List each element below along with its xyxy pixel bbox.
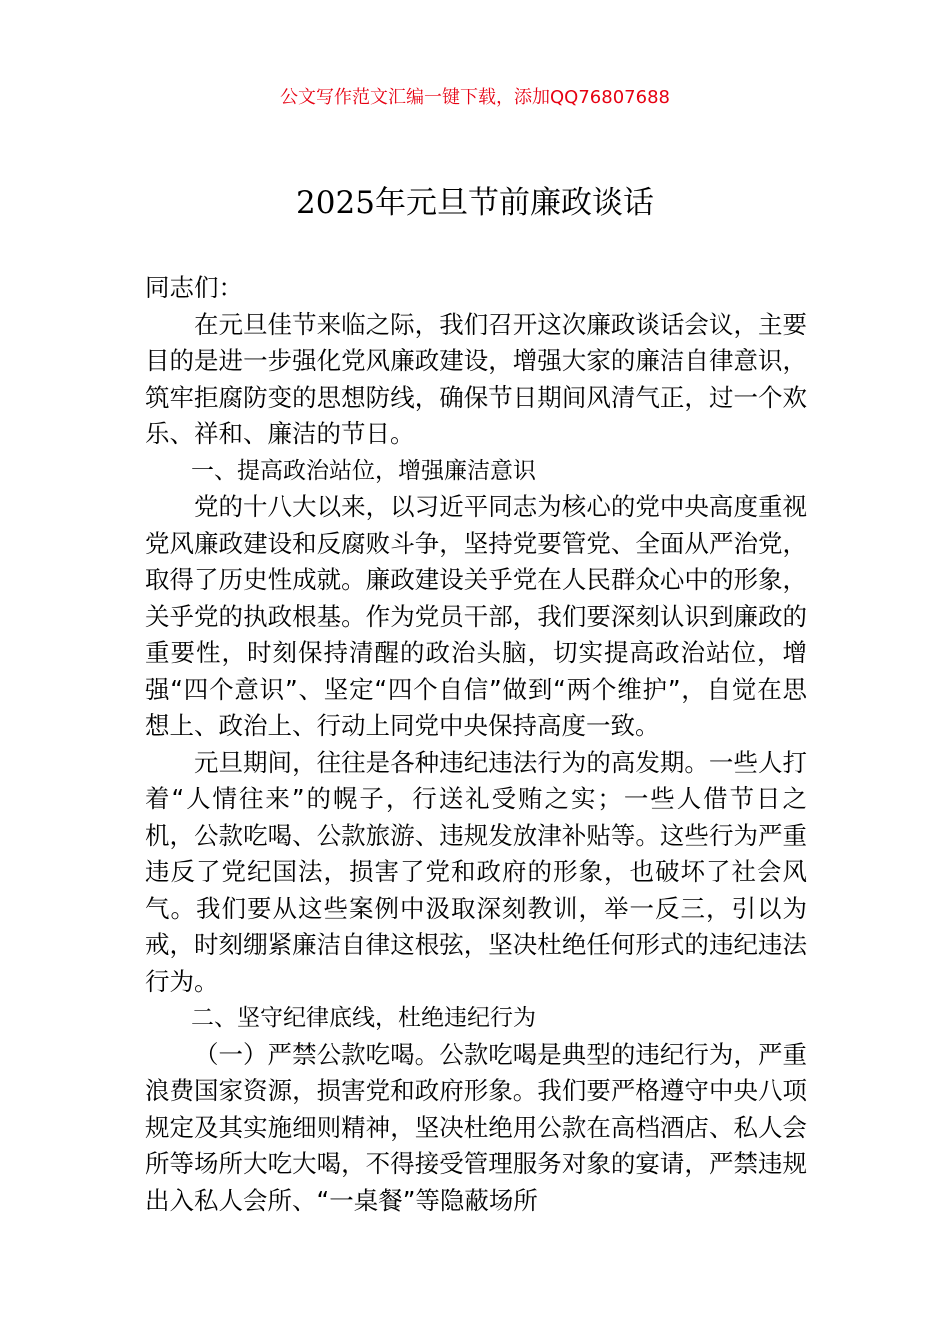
body-paragraph: 党的十八大以来，以习近平同志为核心的党中央高度重视党风廉政建设和反腐败斗争，坚持党要管党、全面从严治党，取得了历史性成就。廉政建设关乎党在人民群众心中的形象，关乎党的执政根基。作为党员干部，我们要深刻认识到廉政的重要性，时刻保持清醒的政治头脑，切实提高政治站位，增强“四个意识”、坚定“四个自信”做到“两个维护”，自觉在思想上、政治上、行动上同党中央保持高度一致。 [145, 492, 807, 740]
body-paragraph: （一）严禁公款吃喝。公款吃喝是典型的违纪行为，严重浪费国家资源，损害党和政府形象。我们要严格遵守中央八项规定及其实施细则精神，坚决杜绝用公款在高档酒店、私人会所等场所大吃大喝，不得接受管理服务对象的宴请，严禁违规出入私人会所、“一桌餐”等隐蔽场所 [145, 1039, 807, 1215]
document-body [145, 270, 807, 1219]
section-heading-1: 一、提高政治站位，增强廉洁意识 [191, 457, 536, 484]
body-paragraph: 元旦期间，往往是各种违纪违法行为的高发期。一些人打着“人情往来”的幌子，行送礼受贿之实；一些人借节日之机，公款吃喝、公款旅游、违规发放津补贴等。这些行为严重违反了党纪国法，损害了党和政府的形象，也破坏了社会风气。我们要从这些案例中汲取深刻教训，举一反三，引以为戒，时刻绷紧廉洁自律这根弦，坚决杜绝任何形式的违纪违法行为。 [145, 747, 807, 996]
salutation: 同志们： [145, 273, 243, 302]
intro-paragraph: 在元旦佳节来临之际，我们召开这次廉政谈话会议，主要目的是进一步强化党风廉政建设，增强大家的廉洁自律意识，筑牢拒腐防变的思想防线，确保节日期间风清气正，过一个欢乐、祥和、廉洁的节日。 [145, 309, 807, 448]
document-title: 2025年元旦节前廉政谈话 [296, 185, 654, 221]
section-heading-2: 二、坚守纪律底线，杜绝违纪行为 [191, 1005, 536, 1031]
ad-banner: 公文写作范文汇编一键下载，添加QQ76807688 [280, 87, 670, 108]
